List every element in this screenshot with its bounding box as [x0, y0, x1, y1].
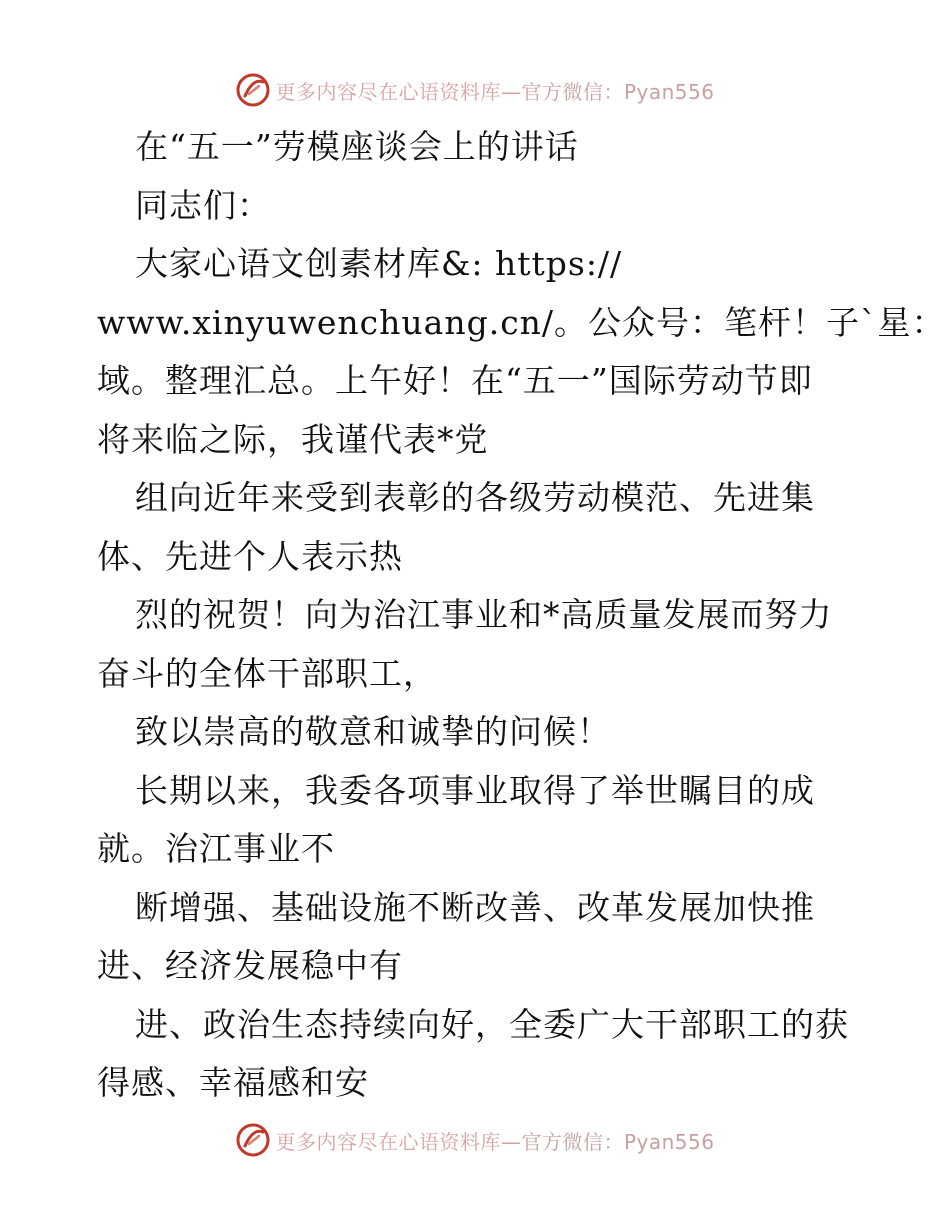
banner-text	[275, 76, 714, 105]
document-line: 致以崇高的敬意和诚挚的问候！	[135, 712, 611, 751]
document-line: 大家心语文创素材库&: https://	[135, 244, 623, 283]
document-line: 域。整理汇总。上午好！在“五一”国际劳动节即	[97, 361, 813, 400]
brand-logo-icon	[235, 1122, 271, 1158]
document-body	[97, 118, 946, 1113]
document-line: 就。治江事业不	[97, 829, 335, 868]
document-line: 断增强、基础设施不断改善、改革发展加快推	[135, 887, 815, 927]
document-line: 得感、幸福感和安	[97, 1063, 369, 1102]
banner-text	[275, 1126, 714, 1155]
banner-main-text: 更多内容尽在心语资料库—	[275, 79, 522, 104]
footer-watermark-banner	[0, 1120, 950, 1160]
document-line: 将来临之际，我谨代表*党	[97, 419, 489, 459]
document-line: 奋斗的全体干部职工，	[97, 653, 437, 693]
document-line: www.xinyuwenchuang.cn/。公众号：笔杆！子`星：	[97, 302, 946, 342]
banner-wechat-text: 官方微信：Pyan556	[521, 1129, 715, 1154]
document-line: 进、经济发展稳中有	[97, 946, 403, 985]
document-line: 体、先进个人表示热	[97, 536, 403, 576]
document-line: 烈的祝贺！向为治江事业和*高质量发展而努力	[135, 595, 833, 634]
brand-logo-icon	[235, 72, 271, 108]
document-line: 长期以来，我委各项事业取得了举世瞩目的成	[135, 770, 815, 810]
banner-wechat-text: 官方微信：Pyan556	[521, 79, 715, 104]
document-line: 同志们：	[135, 185, 271, 225]
document-line: 在“五一”劳模座谈会上的讲话	[135, 127, 579, 166]
header-watermark-banner	[0, 70, 950, 110]
document-line: 组向近年来受到表彰的各级劳动模范、先进集	[135, 478, 815, 517]
document-line: 进、政治生态持续向好，全委广大干部职工的获	[135, 1004, 849, 1044]
banner-main-text: 更多内容尽在心语资料库—	[275, 1129, 522, 1154]
